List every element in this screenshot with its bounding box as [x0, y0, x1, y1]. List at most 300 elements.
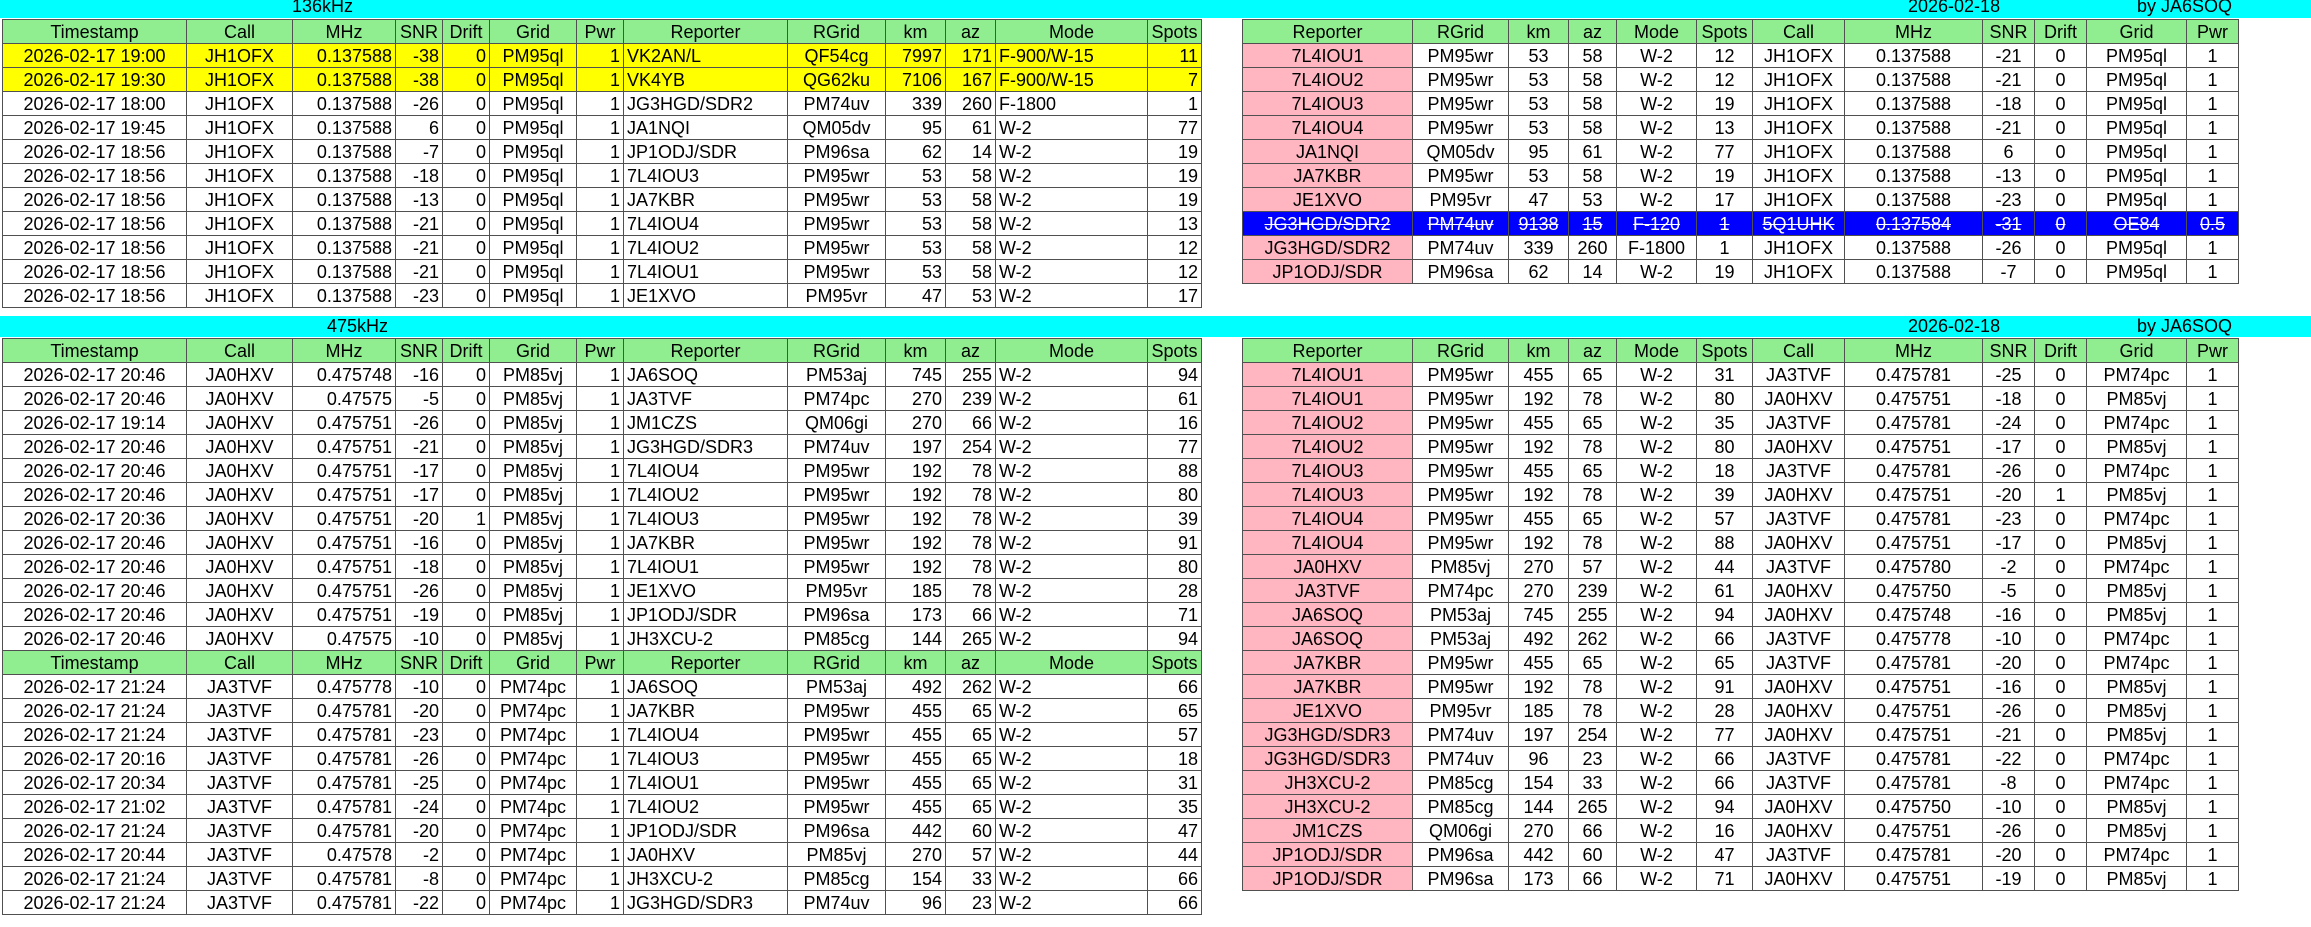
table-cell: 7L4IOU1 — [1243, 363, 1413, 387]
table-cell: 1 — [2187, 387, 2239, 411]
table-cell: 57 — [946, 843, 996, 867]
table-row[interactable] — [1243, 92, 2239, 116]
table-cell: 0.475781 — [1845, 843, 1983, 867]
table-row[interactable] — [1243, 44, 2239, 68]
table-cell: JH1OFX — [1753, 92, 1845, 116]
table-cell: PM95ql — [2087, 260, 2187, 284]
table-row[interactable] — [3, 867, 1202, 891]
band136-call-header-drift: Drift — [443, 20, 490, 44]
table-cell: PM95wr — [1413, 363, 1509, 387]
table-cell: JH1OFX — [1753, 164, 1845, 188]
table-cell: 77 — [1697, 140, 1753, 164]
band475-call-a-header-snr: SNR — [396, 339, 443, 363]
table-cell: JP1ODJ/SDR — [1243, 260, 1413, 284]
table-cell: 66 — [946, 603, 996, 627]
table-cell: PM74pc — [490, 723, 577, 747]
table-cell: 0.475750 — [1845, 579, 1983, 603]
table-cell: PM74pc — [2087, 627, 2187, 651]
table-cell: PM95wr — [788, 771, 886, 795]
table-row[interactable] — [3, 188, 1202, 212]
table-row[interactable] — [1243, 723, 2239, 747]
band136-reporter-header-call: Call — [1753, 20, 1845, 44]
table-cell: 0.137588 — [1845, 140, 1983, 164]
table-row[interactable] — [1243, 188, 2239, 212]
table-cell: PM85vj — [490, 531, 577, 555]
band136-reporter-header-az: az — [1569, 20, 1617, 44]
table-cell: -20 — [396, 819, 443, 843]
spots-table-475khz-by-call — [2, 338, 1202, 915]
table-cell: 197 — [1509, 723, 1569, 747]
table-cell: JA3TVF — [187, 747, 293, 771]
band136-reporter-header-rgrid: RGrid — [1413, 20, 1509, 44]
table-cell: JP1ODJ/SDR — [624, 819, 788, 843]
table-row[interactable] — [3, 411, 1202, 435]
table-cell: 1 — [577, 387, 624, 411]
band136-call-header-timestamp: Timestamp — [3, 20, 187, 44]
table-row[interactable] — [1243, 627, 2239, 651]
table-row[interactable] — [1243, 164, 2239, 188]
table-cell: 44 — [1697, 555, 1753, 579]
table-cell: W-2 — [1617, 164, 1697, 188]
table-row[interactable] — [1243, 771, 2239, 795]
table-row[interactable] — [3, 843, 1202, 867]
table-cell: PM74uv — [1413, 236, 1509, 260]
table-row[interactable] — [1243, 867, 2239, 891]
table-cell: 2026-02-17 20:34 — [3, 771, 187, 795]
table-row[interactable] — [1243, 116, 2239, 140]
table-cell: JH1OFX — [187, 92, 293, 116]
table-row[interactable] — [3, 459, 1202, 483]
table-cell: VK2AN/L — [624, 44, 788, 68]
band136-call-header-reporter: Reporter — [624, 20, 788, 44]
table-cell: 53 — [886, 164, 946, 188]
table-cell: PM85vj — [490, 483, 577, 507]
table-cell: JA3TVF — [187, 675, 293, 699]
table-cell: JH3XCU-2 — [624, 867, 788, 891]
table-cell: -23 — [1983, 188, 2035, 212]
table-cell: 0 — [443, 363, 490, 387]
table-cell: 88 — [1697, 531, 1753, 555]
table-cell: 35 — [1697, 411, 1753, 435]
table-row[interactable] — [1243, 651, 2239, 675]
table-cell: 1 — [2187, 483, 2239, 507]
table-cell: PM74pc — [2087, 411, 2187, 435]
table-cell: 0 — [2035, 747, 2087, 771]
table-cell: JA0HXV — [187, 435, 293, 459]
table-cell: JA0HXV — [1753, 387, 1845, 411]
table-cell: 265 — [946, 627, 996, 651]
band475-call-a-header-rgrid: RGrid — [788, 339, 886, 363]
table-row[interactable] — [3, 435, 1202, 459]
table-cell: PM95ql — [490, 236, 577, 260]
table-cell: 0.475781 — [1845, 651, 1983, 675]
table-cell: 0.137588 — [293, 236, 396, 260]
table-cell: 58 — [946, 188, 996, 212]
table-cell: 7L4IOU4 — [624, 212, 788, 236]
table-cell: 2026-02-17 18:00 — [3, 92, 187, 116]
table-cell: PM85cg — [788, 627, 886, 651]
table-row[interactable] — [3, 891, 1202, 915]
table-cell: 13 — [1697, 116, 1753, 140]
table-cell: PM85vj — [2087, 723, 2187, 747]
table-row[interactable] — [1243, 363, 2239, 387]
table-row[interactable] — [3, 363, 1202, 387]
table-row[interactable] — [1243, 387, 2239, 411]
table-cell: 11 — [1148, 44, 1202, 68]
table-cell: W-2 — [996, 747, 1148, 771]
table-row[interactable] — [3, 260, 1202, 284]
table-cell: 2026-02-17 18:56 — [3, 140, 187, 164]
table-row[interactable] — [1243, 675, 2239, 699]
table-cell: -16 — [1983, 603, 2035, 627]
table-row[interactable] — [1243, 603, 2239, 627]
band475-call-b-header-snr: SNR — [396, 651, 443, 675]
table-cell: 65 — [946, 699, 996, 723]
table-cell: -8 — [396, 867, 443, 891]
table-row[interactable] — [1243, 140, 2239, 164]
table-cell: JA3TVF — [1753, 843, 1845, 867]
table-cell: W-2 — [1617, 116, 1697, 140]
table-cell: 1 — [2187, 795, 2239, 819]
table-cell: 0.47575 — [293, 627, 396, 651]
table-cell: OE84 — [2087, 212, 2187, 236]
table-cell: 0.475781 — [1845, 771, 1983, 795]
table-cell: 0.475751 — [1845, 819, 1983, 843]
band475-reporter-header-grid: Grid — [2087, 339, 2187, 363]
table-cell: 6 — [396, 116, 443, 140]
table-row[interactable] — [3, 507, 1202, 531]
table-cell: 0 — [443, 627, 490, 651]
table-row[interactable] — [1243, 699, 2239, 723]
table-cell: 53 — [1569, 188, 1617, 212]
table-cell: 0 — [2035, 819, 2087, 843]
table-row[interactable] — [1243, 236, 2239, 260]
table-row[interactable] — [3, 284, 1202, 308]
table-cell: 80 — [1697, 387, 1753, 411]
table-cell: QM06gi — [1413, 819, 1509, 843]
table-cell: 7L4IOU3 — [624, 507, 788, 531]
table-cell: -23 — [1983, 507, 2035, 531]
table-cell: -13 — [396, 188, 443, 212]
table-cell: W-2 — [996, 795, 1148, 819]
table-cell: 0 — [443, 284, 490, 308]
table-cell: 239 — [1569, 579, 1617, 603]
table-cell: PM74pc — [490, 843, 577, 867]
table-cell: 18 — [1148, 747, 1202, 771]
table-cell: -10 — [396, 627, 443, 651]
table-cell: 66 — [946, 411, 996, 435]
table-cell: W-2 — [1617, 723, 1697, 747]
table-cell: 7L4IOU1 — [1243, 44, 1413, 68]
table-cell: JA0HXV — [1753, 603, 1845, 627]
table-row[interactable] — [3, 44, 1202, 68]
table-cell: W-2 — [1617, 843, 1697, 867]
table-cell: 65 — [946, 771, 996, 795]
table-cell: 197 — [886, 435, 946, 459]
table-cell: JA0HXV — [187, 531, 293, 555]
table-cell: 0.475781 — [1845, 411, 1983, 435]
table-cell: -38 — [396, 44, 443, 68]
table-row[interactable] — [1243, 483, 2239, 507]
table-cell: 1 — [2187, 507, 2239, 531]
table-cell: 14 — [1569, 260, 1617, 284]
table-cell: 65 — [1148, 699, 1202, 723]
table-cell: 2026-02-17 20:16 — [3, 747, 187, 771]
table-cell: PM95ql — [490, 44, 577, 68]
table-cell: 0 — [2035, 236, 2087, 260]
table-cell: 66 — [1569, 819, 1617, 843]
table-cell: 0 — [2035, 771, 2087, 795]
table-row[interactable] — [3, 140, 1202, 164]
table-row[interactable] — [3, 627, 1202, 651]
table-cell: 94 — [1148, 627, 1202, 651]
table-row[interactable] — [3, 675, 1202, 699]
band136-call-header-call: Call — [187, 20, 293, 44]
table-cell: W-2 — [1617, 819, 1697, 843]
table-cell: JP1ODJ/SDR — [624, 603, 788, 627]
table-cell: PM95wr — [1413, 164, 1509, 188]
table-row[interactable] — [1243, 579, 2239, 603]
table-cell: 0 — [443, 68, 490, 92]
table-cell: 0.475781 — [293, 771, 396, 795]
table-cell: -24 — [1983, 411, 2035, 435]
table-cell: 1 — [2187, 459, 2239, 483]
table-cell: 39 — [1148, 507, 1202, 531]
table-cell: -18 — [1983, 92, 2035, 116]
table-row[interactable] — [1243, 555, 2239, 579]
table-cell: 0.475781 — [293, 747, 396, 771]
table-cell: 19 — [1697, 92, 1753, 116]
table-row[interactable] — [3, 795, 1202, 819]
table-row[interactable] — [3, 387, 1202, 411]
table-row[interactable] — [1243, 843, 2239, 867]
table-cell: JH3XCU-2 — [1243, 795, 1413, 819]
table-row[interactable] — [1243, 435, 2239, 459]
table-cell: 1 — [577, 867, 624, 891]
table-row[interactable] — [3, 579, 1202, 603]
table-cell: 7L4IOU2 — [624, 795, 788, 819]
table-cell: 96 — [1509, 747, 1569, 771]
table-cell: 1 — [2187, 92, 2239, 116]
table-row[interactable] — [1243, 212, 2239, 236]
table-cell: 78 — [1569, 435, 1617, 459]
table-row[interactable] — [3, 92, 1202, 116]
table-cell: 0 — [2035, 212, 2087, 236]
table-row[interactable] — [3, 68, 1202, 92]
table-cell: 0.137588 — [1845, 116, 1983, 140]
table-cell: 0.475748 — [1845, 603, 1983, 627]
table-cell: -21 — [396, 212, 443, 236]
table-cell: PM74pc — [490, 819, 577, 843]
table-cell: PM95wr — [1413, 675, 1509, 699]
table-cell: W-2 — [996, 507, 1148, 531]
table-cell: PM85vj — [490, 411, 577, 435]
table-row[interactable] — [1243, 459, 2239, 483]
table-cell: 7L4IOU4 — [1243, 531, 1413, 555]
table-row[interactable] — [1243, 260, 2239, 284]
table-cell: PM95wr — [788, 188, 886, 212]
table-cell: PM95wr — [1413, 411, 1509, 435]
table-cell: PM95wr — [788, 723, 886, 747]
table-row[interactable] — [1243, 68, 2239, 92]
table-cell: 2026-02-17 18:56 — [3, 260, 187, 284]
table-row[interactable] — [3, 699, 1202, 723]
table-cell: 0.137588 — [293, 140, 396, 164]
table-cell: 66 — [1148, 891, 1202, 915]
table-cell: PM74pc — [2087, 651, 2187, 675]
band136-reporter-header-spots: Spots — [1697, 20, 1753, 44]
table-cell: PM74pc — [490, 795, 577, 819]
table-cell: 262 — [946, 675, 996, 699]
table-cell: 19 — [1697, 164, 1753, 188]
table-cell: 239 — [946, 387, 996, 411]
table-cell: 53 — [946, 284, 996, 308]
table-cell: 0.137588 — [293, 44, 396, 68]
table-row[interactable] — [3, 531, 1202, 555]
band475-call-b-header-row — [3, 651, 1202, 675]
table-cell: 1 — [2035, 483, 2087, 507]
table-row[interactable] — [3, 116, 1202, 140]
table-cell: 57 — [1569, 555, 1617, 579]
table-cell: 0.475751 — [293, 603, 396, 627]
table-cell: 492 — [1509, 627, 1569, 651]
band475-reporter-header-km: km — [1509, 339, 1569, 363]
table-cell: PM85vj — [490, 507, 577, 531]
table-row[interactable] — [1243, 411, 2239, 435]
table-row[interactable] — [3, 555, 1202, 579]
table-cell: 65 — [1569, 507, 1617, 531]
table-cell: PM95wr — [1413, 116, 1509, 140]
table-row[interactable] — [3, 747, 1202, 771]
table-cell: JE1XVO — [1243, 699, 1413, 723]
table-cell: 1 — [2187, 771, 2239, 795]
table-cell: -16 — [396, 531, 443, 555]
table-cell: 23 — [1569, 747, 1617, 771]
table-cell: -13 — [1983, 164, 2035, 188]
table-row[interactable] — [1243, 747, 2239, 771]
table-cell: PM95wr — [1413, 387, 1509, 411]
table-cell: -26 — [396, 579, 443, 603]
table-cell: W-2 — [1617, 92, 1697, 116]
table-cell: 53 — [886, 188, 946, 212]
table-cell: 39 — [1697, 483, 1753, 507]
table-cell: PM95wr — [1413, 459, 1509, 483]
table-row[interactable] — [3, 212, 1202, 236]
table-cell: 1 — [2187, 579, 2239, 603]
table-row[interactable] — [3, 236, 1202, 260]
table-cell: 1 — [577, 675, 624, 699]
table-cell: W-2 — [1617, 603, 1697, 627]
table-cell: 13 — [1148, 212, 1202, 236]
table-row[interactable] — [3, 771, 1202, 795]
table-row[interactable] — [3, 164, 1202, 188]
table-cell: 71 — [1697, 867, 1753, 891]
table-cell: 1 — [577, 92, 624, 116]
table-cell: PM95wr — [788, 747, 886, 771]
table-cell: W-2 — [1617, 795, 1697, 819]
table-cell: PM95vr — [1413, 699, 1509, 723]
table-cell: W-2 — [1617, 44, 1697, 68]
table-cell: 0 — [2035, 507, 2087, 531]
table-cell: 58 — [1569, 68, 1617, 92]
table-cell: JH1OFX — [187, 68, 293, 92]
table-cell: PM95ql — [2087, 140, 2187, 164]
table-cell: 0.475751 — [293, 531, 396, 555]
table-cell: W-2 — [996, 771, 1148, 795]
table-cell: PM95ql — [490, 260, 577, 284]
table-cell: JE1XVO — [624, 579, 788, 603]
table-cell: PM95wr — [1413, 92, 1509, 116]
table-row[interactable] — [3, 819, 1202, 843]
table-cell: 91 — [1148, 531, 1202, 555]
table-cell: 173 — [1509, 867, 1569, 891]
table-cell: JH1OFX — [187, 140, 293, 164]
table-row[interactable] — [3, 723, 1202, 747]
table-cell: 78 — [946, 579, 996, 603]
table-cell: PM96sa — [788, 140, 886, 164]
band475-call-a-header-row — [3, 339, 1202, 363]
table-cell: 2026-02-17 20:46 — [3, 483, 187, 507]
table-cell: 94 — [1697, 603, 1753, 627]
table-cell: 0.137588 — [1845, 68, 1983, 92]
table-cell: W-2 — [996, 363, 1148, 387]
table-cell: JA0HXV — [187, 363, 293, 387]
table-cell: 1 — [577, 507, 624, 531]
table-cell: 58 — [946, 236, 996, 260]
table-row[interactable] — [3, 603, 1202, 627]
table-cell: 78 — [946, 555, 996, 579]
table-cell: 16 — [1697, 819, 1753, 843]
table-cell: 442 — [886, 819, 946, 843]
table-cell: PM95wr — [788, 164, 886, 188]
table-cell: JA3TVF — [1753, 771, 1845, 795]
table-row[interactable] — [1243, 507, 2239, 531]
table-cell: 77 — [1148, 116, 1202, 140]
table-cell: -22 — [1983, 747, 2035, 771]
table-cell: JH1OFX — [187, 188, 293, 212]
table-cell: PM74pc — [490, 891, 577, 915]
table-cell: JA3TVF — [187, 843, 293, 867]
band475-call-b-header-rgrid: RGrid — [788, 651, 886, 675]
table-cell: W-2 — [1617, 699, 1697, 723]
table-cell: PM95wr — [1413, 44, 1509, 68]
table-cell: PM95ql — [490, 140, 577, 164]
table-cell: PM53aj — [1413, 627, 1509, 651]
table-row[interactable] — [1243, 795, 2239, 819]
table-cell: 0 — [2035, 387, 2087, 411]
table-cell: 80 — [1148, 555, 1202, 579]
table-cell: PM95wr — [788, 507, 886, 531]
table-cell: 0.475781 — [1845, 747, 1983, 771]
table-cell: PM85vj — [2087, 699, 2187, 723]
table-cell: 0 — [443, 236, 490, 260]
table-row[interactable] — [1243, 819, 2239, 843]
table-cell: 0.475751 — [293, 507, 396, 531]
table-cell: 1 — [2187, 699, 2239, 723]
table-cell: 78 — [1569, 699, 1617, 723]
table-cell: 5Q1UHK — [1753, 212, 1845, 236]
table-cell: JP1ODJ/SDR — [1243, 867, 1413, 891]
table-cell: W-2 — [996, 555, 1148, 579]
table-cell: -38 — [396, 68, 443, 92]
table-cell: 65 — [1697, 651, 1753, 675]
table-cell: 1 — [2187, 164, 2239, 188]
table-cell: 0 — [2035, 435, 2087, 459]
table-cell: 0 — [2035, 116, 2087, 140]
table-row[interactable] — [3, 483, 1202, 507]
table-row[interactable] — [1243, 531, 2239, 555]
table-cell: 2026-02-17 21:24 — [3, 723, 187, 747]
